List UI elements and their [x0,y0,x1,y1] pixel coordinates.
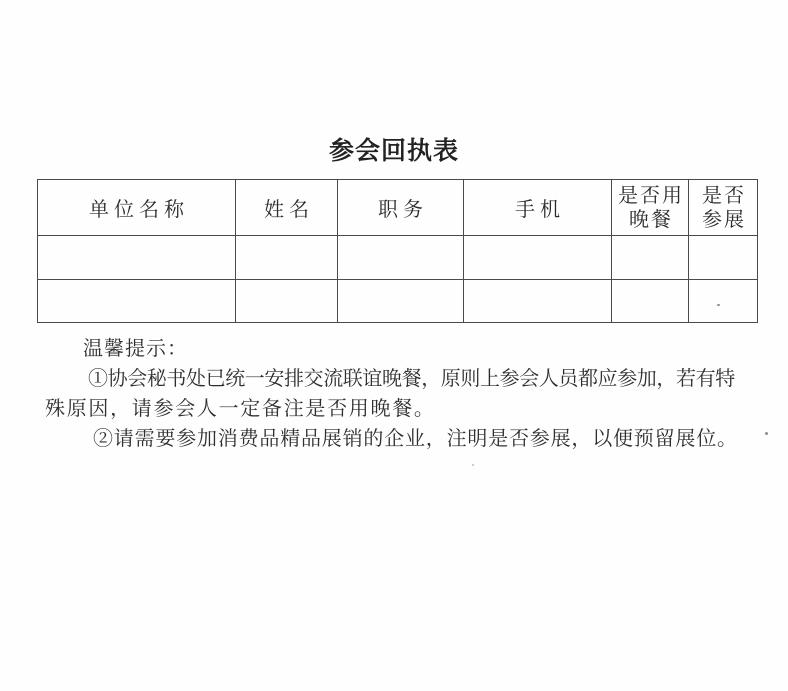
col-header-dinner-label-line1: 是否用 [618,184,684,207]
table-cell-empty [464,280,612,323]
notes-section [45,334,755,454]
table-cell-empty [689,236,758,280]
table-row [38,280,758,323]
table-cell-empty [236,236,338,280]
table-cell-empty [612,236,689,280]
col-header-unit-name-label: 单位名称 [89,199,189,221]
col-header-name-label: 姓名 [264,199,314,221]
table-cell-empty [338,236,464,280]
col-header-position-label: 职务 [378,199,428,221]
table-cell-empty [338,280,464,323]
col-header-position [338,180,464,236]
note-2: ②请需要参加消费品精品展销的企业，注明是否参展，以便预留展位。 [93,428,738,450]
notes-heading: 温馨提示： [83,338,188,360]
col-header-mobile [464,180,612,236]
table-cell-empty [612,280,689,323]
note-1-line-2: 殊原因，请参会人一定备注是否用晚餐。 [45,398,436,420]
scan-speck [717,304,720,306]
table-cell-empty [38,236,236,280]
col-header-exhibit-label-line2: 参展 [702,208,746,231]
col-header-exhibit-label-line1: 是否 [702,184,746,207]
note-1-line-1: ①协会秘书处已统一安排交流联谊晚餐，原则上参会人员都应参加，若有特 [88,368,735,390]
col-header-unit-name [38,180,236,236]
table-cell-empty [464,236,612,280]
col-header-dinner [612,180,689,236]
table-row [38,236,758,280]
table-cell-empty [38,280,236,323]
reply-form-table [37,179,758,323]
col-header-name [236,180,338,236]
table-header-row [38,180,758,236]
col-header-dinner-label-line2: 晚餐 [629,208,673,231]
scan-speck [472,464,474,466]
table-cell-empty [689,280,758,323]
col-header-exhibit [689,180,758,236]
scan-speck [765,432,768,435]
col-header-mobile-label: 手机 [515,199,565,221]
table-cell-empty [236,280,338,323]
page-title: 参会回执表 [328,138,459,165]
